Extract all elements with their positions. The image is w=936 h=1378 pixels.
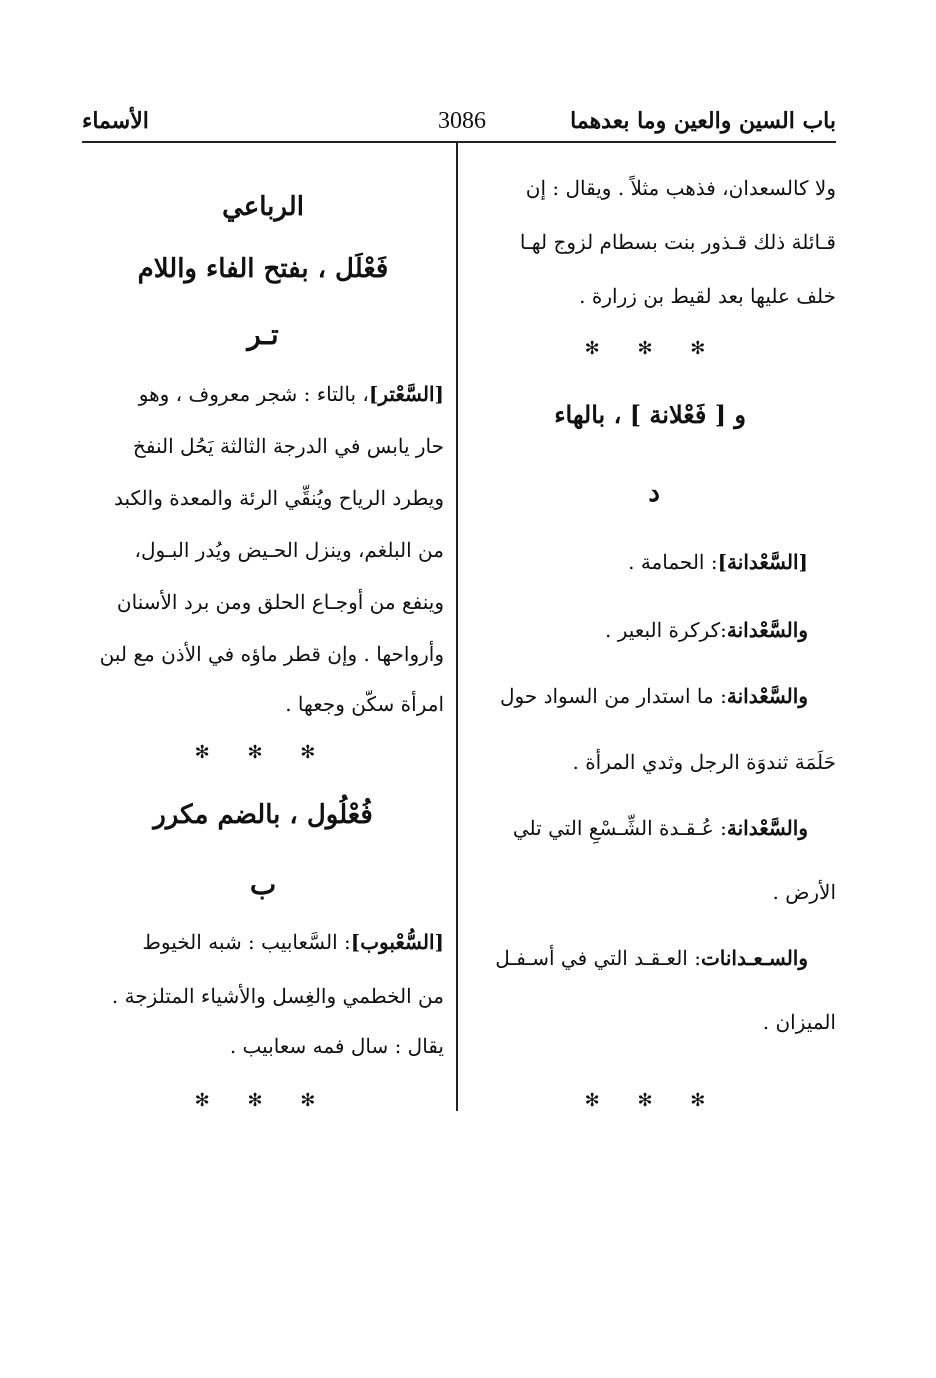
entry-term: والسَّعْدانة	[726, 684, 808, 708]
entry-term: [السُّعْبوب]	[350, 930, 444, 954]
entry-text: ، بالتاء : شجر معروف ، وهو	[138, 382, 369, 406]
entry-line: ويطرد الرياح ويُنقِّي الرئة والمعدة والكبد	[113, 486, 444, 510]
entry-text: :كركرة البعير .	[605, 618, 727, 642]
entry-1	[628, 550, 808, 574]
separator-stars: ✻ ✻ ✻	[194, 1090, 332, 1111]
entry-2	[605, 618, 808, 642]
heading-suffix: ] ، بالهاء	[554, 400, 642, 429]
pattern-title: فُعْلُول ، بالضم مكرر	[153, 800, 373, 830]
entry-line	[139, 382, 444, 406]
entry-line: وينفع من أوجـاع الحلق ومن برد الأسنان	[116, 590, 444, 614]
heading-prefix: و [	[714, 400, 746, 429]
root-letter: د	[648, 478, 660, 508]
section-heading	[554, 400, 746, 429]
entry-text: : الحمامة .	[628, 550, 718, 574]
entry-line: من البلغم، وينزل الحـيض ويُدر البـول،	[134, 538, 444, 562]
pattern-title: فَعْلَل ، بفتح الفاء واللام	[137, 254, 389, 284]
entry-5	[495, 946, 808, 970]
entry-4	[513, 816, 808, 840]
separator-stars: ✻ ✻ ✻	[194, 742, 332, 763]
entry-term: والسَّعْدانة	[726, 816, 808, 840]
separator-stars: ✻ ✻ ✻	[584, 338, 722, 359]
intro-line-3: خلف عليها بعد لقيط بن زرارة .	[579, 284, 836, 308]
section-title: الرباعي	[222, 192, 304, 222]
entry-term: [السَّعْدانة]	[717, 550, 808, 574]
entry-text: : ما استدار من السواد حول	[499, 684, 727, 708]
entry-line	[142, 930, 444, 954]
entry-term: والسـعـدانات	[700, 946, 808, 970]
entry-text: : العـقـد التي في أسـفـل	[495, 946, 701, 970]
root-letters: تـر	[247, 318, 279, 351]
running-header-right: باب السين والعين وما بعدهما	[570, 108, 836, 134]
entry-line: وأرواحها . وإن قطر ماؤه في الأذن مع لبن	[99, 642, 444, 666]
entry-line: حار يابس في الدرجة الثالثة يَحُل النفخ	[132, 434, 444, 458]
entry-term: والسَّعْدانة	[726, 618, 808, 642]
heading-word: فَعْلانة	[649, 400, 707, 429]
entry-5-cont: الميزان .	[762, 1010, 836, 1034]
entry-3-cont: حَلَمَة ثندوَة الرجل وثدي المرأة .	[572, 750, 836, 774]
entry-line: يقال : سال فمه سعابيب .	[229, 1034, 444, 1058]
entry-3	[500, 684, 808, 708]
entry-text: : عُـقـدة الشِّـسْعِ التي تلي	[512, 816, 727, 840]
intro-line-1: ولا كالسعدان، فذهب مثلاً . ويقال : إن	[525, 176, 836, 200]
running-header-left: الأسماء	[82, 108, 149, 134]
entry-line: امرأة سكّن وجعها .	[285, 692, 444, 716]
intro-line-2: قـائلة ذلك قـذور بنت بسطام لزوج لهـا	[519, 230, 836, 254]
entry-line: من الخطمي والغِسل والأشياء المتلزجة .	[111, 984, 444, 1008]
entry-text: : السَّعابيب : شبه الخيوط	[142, 930, 351, 954]
entry-term: [السَّعْتر]	[368, 382, 444, 406]
root-letters: ب	[249, 868, 277, 901]
entry-4-cont: الأرض .	[772, 880, 836, 904]
separator-stars: ✻ ✻ ✻	[584, 1090, 722, 1111]
page-number: 3086	[438, 108, 486, 134]
header-rule	[82, 141, 836, 143]
column-divider	[456, 143, 458, 1111]
